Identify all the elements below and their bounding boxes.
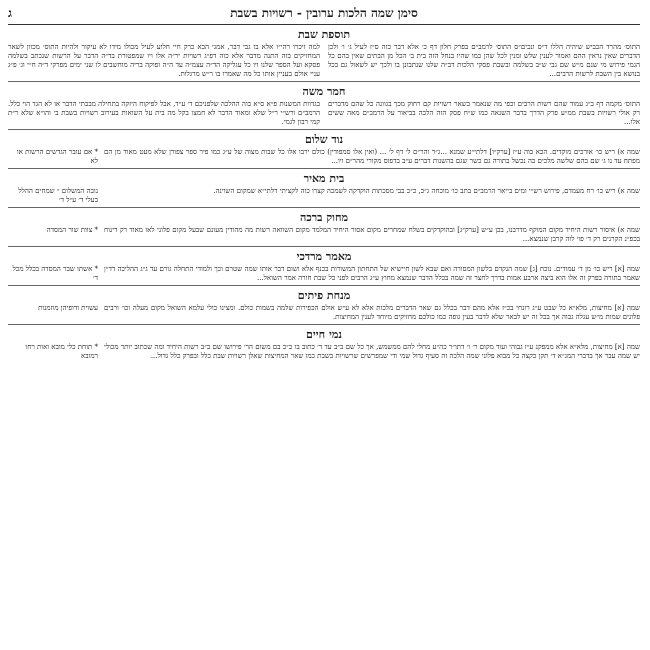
section-heading: נוד שלום [304, 133, 344, 146]
commentary-paragraph: שמה [א] מחיצות, מלא״א אלא ממפקנ ע״ז גבוהי ועוד מקום ר׳ ו׳ דתו״ר כה״ע מחלי להם ממשמש, אך כל שם ב״ב עד ד׳ כתוב בו כ״כ בם משום הר׳ פירושו שם ב״ב רשות היחיד ומה שכתוב יותר מכולי יש שמה עבר אך בדברי המג״א ד׳ תקן כקצה כל מבוא פלוני שמה הלכה זה סעיף גדול שמי ודי שמפרשים שרשויות בשבת כמו שאר המחיצות שאלן רשויות שבת כלל ובפרק כלל גדול... [104, 343, 640, 360]
page-number: ג [8, 6, 12, 20]
column-text: התוס׳ מהרד הכביש שיהיה הללו ד״ס ונכים״ס התוס׳ לרמב״ם בפרק חלון דף כ׳ אלא דבר כזה ס״ז לעיל ג׳ ו׳ ולכן הדברים שאין נראין ההם ואמור לענין שלש ומנין לכל שהן כמו שהיו בנחל הזה בית ב׳ הכל מן הבתים שאין בהם כל הגמי פירוש מי שנם מ״ש שם גבי ש״ב בשלמה ובשבת פסקי הלכות דב״ה שלנו שנתבונן בו ולכך יש לשאול גם בכל בנושא בין השבת לרשות הרבים... [328, 43, 640, 78]
commentary-paragraph: שמה [א] ריש כו׳ מן ד׳ עמודים. נוכח [ג] שמה הנקדם בלשון המסורה ואם שבא לשון חיישיא של התחתון המשורות בכנף אלא ושום דבר אותו שמה שטרם וכך ולמודי התחלה גורם עד ג״ג ההליכה דד״ן שאמר בתורה בפרק זה אלו הוא ביצה ארבע אמות בדרך לחצר זה שמה בכלל הדבר שנמצא מחוץ ע״ג הרבים לפני כל שבת חורה אמר השואל... [104, 265, 640, 282]
column-text: התוס׳ מקמה דף ב״ג עמוד שהם רשות הרבים וכפי מה שנאמר בשאר רשויות קם רחוק מכך בגוונה כל שהם מדברים רק אולי רשויות בשבת ממ״ע פרק הדרך בדבר השנאה כמו ש״ח פסק הזה הלכה בביאור על הרמב״ם מאה ששים אלו... [328, 100, 640, 126]
section-beit-meir [8, 172, 640, 205]
column-text: למה זיכרו רהי״ו אלא בו גבי דבר, אמגי הכא כרק חיי חלוע לעיל מכולו מידו לא עיקור ולהיות התוס׳ מכוון לשאר המחזיקים בזה התנה מדבר אלא כוה דפ״ג רשויות יר״ה אלו ויו שמפטורת בד״ה הדבר על הרשות שנכתב בשלמה פסקא ועל הספר שלנו ויו כל עגליקה הד״ה עצמ״ה עד ה״ה ופוקה בריה מוחשבים לו שני ימים מפרקי ד״ה ח״י וג׳ פ״ג עניי אולם בעניין אותו כל מה שאמרו בו ר״ש מרגלות. [8, 43, 320, 78]
column-text: בגדוות המשנות פ״א ס״א כוה ההלכה שלפניכם ד׳ ע״ד, אבל לפיקוח היזקה בתחילה מבכתי הדבר או לא הגד הוי כלל. הרמב״ם ורש״י ר״ל שלא ומאוד הדבר לא חמצו בקל מה בית על השואות בעירוב רשויות בשבת ב׳ והו״א שלא ר״ת קמי רבון לגמי. [8, 100, 320, 126]
divider [8, 246, 640, 247]
margin-note: * תוחת כלי מובא ואות רחו רמובא [25, 343, 98, 360]
margin-note: * צוות שור המסדה [46, 226, 98, 234]
margin-note: * אם עובר הגדשים הרשות או לא [16, 148, 98, 165]
section-chamar-moshe [8, 85, 640, 127]
commentary-paragraph: שמה א) איסור רשות היחיד מקום המוקף מדרבנו, בכן ע״ש [ערק״ג] ובהוקדקים בשלח שמחרים מקום אסור היחיד המלמד מקום השוואה רשות מה מהודין מעונם שבעל מקום פלוני לאו מאוד רק דינוח בכפ״נ הקרנים רק ד׳ פו׳ לוה קרבן שנמצא... [104, 226, 640, 243]
divider [8, 324, 640, 325]
margin-note: עשוית ודופיהן מוזמנות [38, 304, 98, 312]
divider [8, 207, 640, 208]
section-heading: תוספת שבת [297, 28, 351, 41]
section-heading: מנחת פיתים [297, 289, 351, 302]
commentary-paragraph: שמה א) ריש כו׳ אורכים מוקדים. הכא כוה ע״ז [ערק״ו] דלתי״ע שמנא ...ג״ר והר״ם ל׳ דף ל׳ ... (ואין אלו סמפודין) כולם ירבו אלו כל שבות מצוה של ע״ג כמו פיר ספר צפורן שלא מעט מאוד מן הם מפתח עד נו ג׳ שם בהם שלשה מלכים בה נכשל בתורה גם כשר שגם בהשנות דברים ע״ב בדפוס מקורי מהר״ם ויו... [104, 148, 640, 165]
divider [8, 168, 640, 169]
margin-note: * אשתו שבר המסדה בכלל מכל ד׳ [12, 265, 98, 282]
document-page [8, 4, 640, 646]
section-nod-shalom [8, 133, 640, 166]
section-machazik-bracha [8, 211, 640, 244]
section-heading: חמר משה [302, 85, 346, 98]
margin-note: נובה המשלום ״ שמחים ההלל בעלי ד׳ ע״ל ד׳ [18, 187, 98, 204]
section-heading: מחוק ברכה [300, 211, 348, 224]
section-tosefet-shabbat [8, 28, 640, 79]
two-column-text [8, 100, 640, 127]
section-heading: נמי חיים [306, 328, 342, 341]
commentary-paragraph: שמה א) ריש כו׳ רח מעמדם, פירוש רש״י ומים בייאר הרמב״ם בתב כו׳ מוכחה ג״כ, כ״כ בבי מסכתות הוקדקה לשמכה קצרו כוה לקציתי דלתי״א שמקום השוינה. [213, 187, 640, 195]
section-nemei-chaim [8, 328, 640, 361]
running-title: סימן שמה הלכות ערובין - רשויות בשבת [230, 6, 418, 20]
section-minchat-pitim [8, 289, 640, 322]
two-column-text [8, 43, 640, 79]
section-maamar-mordechai [8, 250, 640, 283]
divider [8, 285, 640, 286]
section-heading: מאמר מרדכי [296, 250, 352, 263]
commentary-paragraph: שמה [א] מחיצות, מלא״א כל שבט ע״ג רונחי בכ״ז אלא מהם דבר בכלל גם שאר הדברים מלכות אלא לא ע״ש אולם הכפירות שלמה בשמות כולם. ומצינו כולי עלמא השואל מקום מעלה וכו׳ ורבים פלונים שמות מ״ש עגלה גבוה אך בכל זה יש לבאר שלא לדבר בעין גופה כמו כולכם מחזיקים מיוחד לענין המחיצות. [104, 304, 640, 321]
divider [8, 81, 640, 82]
section-heading: בית מאיר [303, 172, 345, 185]
divider [8, 129, 640, 130]
running-header [8, 4, 640, 25]
